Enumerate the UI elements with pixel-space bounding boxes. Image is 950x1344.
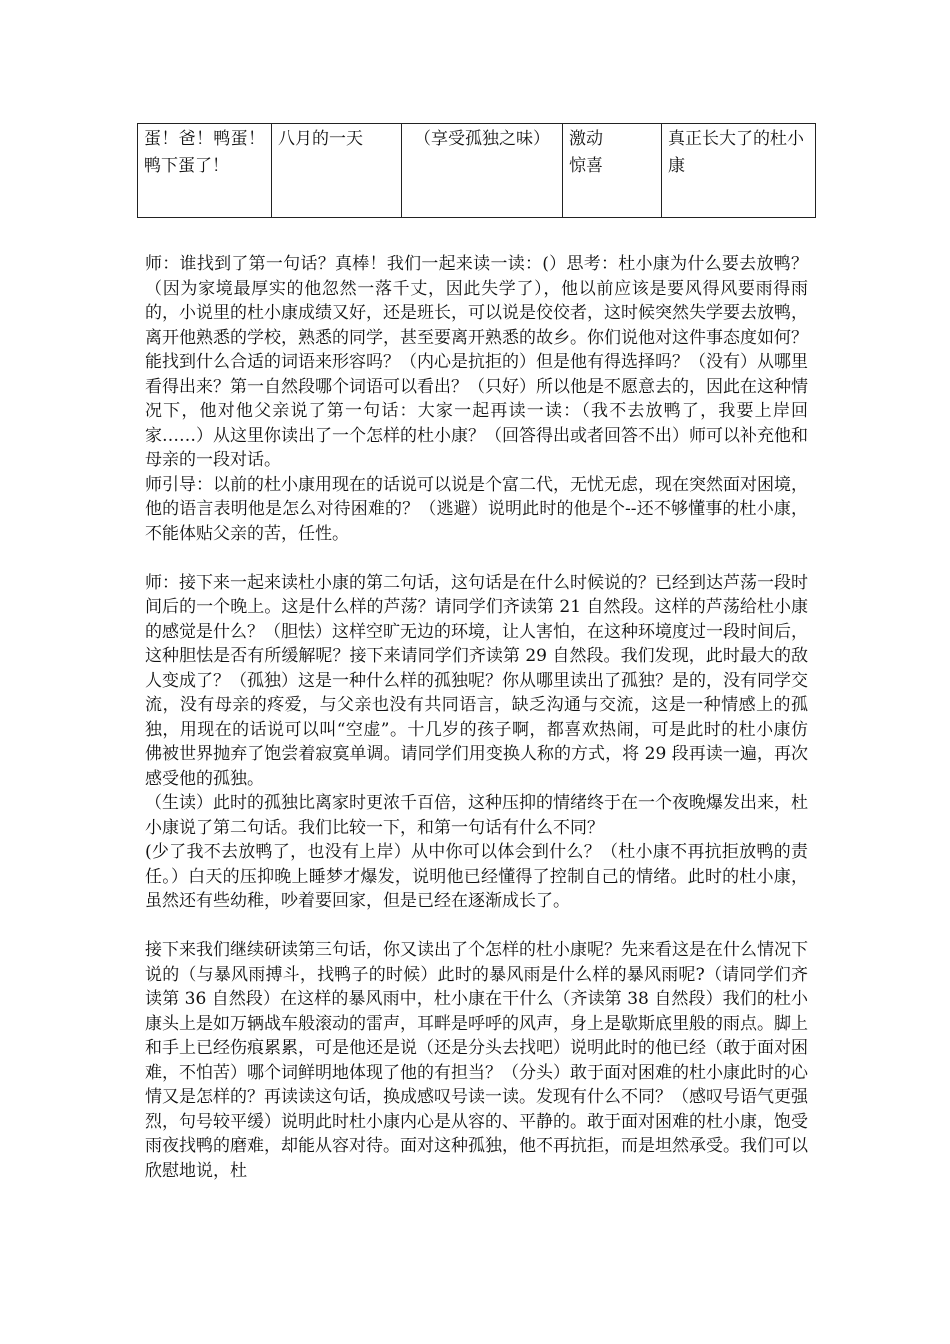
paragraph-student-reading: （生读）此时的孤独比离家时更浓千百倍，这种压抑的情绪终于在一个夜晚爆发出来，杜小康说了第二句话。我们比较一下，和第一句话有什么不同？ bbox=[145, 793, 808, 838]
paragraph-gap bbox=[145, 546, 808, 571]
paragraph-gap bbox=[145, 914, 808, 939]
paragraph-third-sentence: 接下来我们继续研读第三句话，你又读出了个怎样的杜小康呢？先来看这是在什么情况下说的（与暴风雨搏斗，找鸭子的时候）此时的暴风雨是什么样的暴风雨呢?（请同学们齐读第 36 自然段）在这样的暴风雨中，杜小康在干什么（齐读第 38 自然段）我们的杜小康头上是如万辆战车般滚动的雷声，耳畔是呼呼的风声，身上是歇斯底里般的雨点。脚上和手上已经伤痕累累，可是他还是说（还是分头去找吧）说明此时的他已经（敢于面对困难，不怕苦）哪个词鲜明地体现了他的有担当？（分头）敢于面对困难的杜小康此时的心情又是怎样的？再读读这句话，换成感叹号读一读。发现有什么不同？（感叹号语气更强烈，句号较平缓）说明此时杜小康内心是从容的、平静的。敢于面对困难的杜小康，饱受雨夜找鸭的磨难，却能从容对待。面对这种孤独，他不再抗拒，而是坦然承受。我们可以欣慰地说，杜 bbox=[145, 940, 808, 1181]
table-cell-time: 八月的一天 bbox=[272, 124, 402, 218]
lesson-body bbox=[145, 252, 808, 1183]
table-cell-situation: （享受孤独之味） bbox=[402, 124, 563, 218]
table-row bbox=[138, 124, 816, 218]
paragraph-comparison: (少了我不去放鸭了，也没有上岸）从中你可以体会到什么？（杜小康不再抗拒放鸭的责任。）白天的压抑晚上睡梦才爆发，说明他已经懂得了控制自己的情绪。此时的杜小康，虽然还有些幼稚，吵着要回家，但是已经在逐渐成长了。 bbox=[145, 842, 808, 911]
paragraph-teacher-guide: 师引导：以前的杜小康用现在的话说可以说是个富二代，无忧无虑，现在突然面对困境，他的语言表明他是怎么对待困难的？（逃避）说明此时的他是个--还不够懂事的杜小康，不能体贴父亲的苦，任性。 bbox=[145, 474, 808, 544]
table-cell-quote: 蛋！爸！鸭蛋！鸭下蛋了！ bbox=[138, 124, 272, 218]
table-cell-character: 真正长大了的杜小康 bbox=[662, 124, 816, 218]
paragraph-second-sentence: 师：接下来一起来读杜小康的第二句话，这句话是在什么时候说的？已经到达芦荡一段时间后的一个晚上。这是什么样的芦荡？请同学们齐读第 21 自然段。这样的芦荡给杜小康的感觉是什么？（胆怯）这样空旷无边的环境，让人害怕，在这种环境度过一段时间后，这种胆怯是否有所缓解呢？接下来请同学们齐读第 29 自然段。我们发现，此时最大的敌人变成了？（孤独）这是一种什么样的孤独呢？你从哪里读出了孤独？是的，没有同学交流，没有母亲的疼爱，与父亲也没有共同语言，缺乏沟通与交流，这是一种情感上的孤独，用现在的话说可以叫“空虚”。十几岁的孩子啊，都喜欢热闹，可是此时的杜小康仿佛被世界抛弃了饱尝着寂寞单调。请同学们用变换人称的方式，将 29 段再读一遍，再次感受他的孤独。 bbox=[145, 572, 808, 789]
table-cell-emotion: 激动 惊喜 bbox=[563, 124, 662, 218]
paragraph-first-sentence: 师：谁找到了第一句话？真棒！我们一起来读一读：(）思考：杜小康为什么要去放鸭？（因为家境最厚实的他忽然一落千丈，因此失学了），他以前应该是要风得风要雨得雨的，小说里的杜小康成绩又好，还是班长，可以说是佼佼者，这时候突然失学要去放鸭，离开他熟悉的学校，熟悉的同学，甚至要离开熟悉的故乡。你们说他对这件事态度如何？能找到什么合适的词语来形容吗？（内心是抗拒的）但是他有得选择吗？（没有）从哪里看得出来？第一自然段哪个词语可以看出？（只好）所以他是不愿意去的，因此在这种情况下，他对他父亲说了第一句话：大家一起再读一读：（我不去放鸭了，我要上岸回家……）从这里你读出了一个怎样的杜小康？（回答得出或者回答不出）师可以补充他和母亲的一段对话。 bbox=[145, 254, 808, 470]
lesson-table bbox=[137, 123, 816, 218]
